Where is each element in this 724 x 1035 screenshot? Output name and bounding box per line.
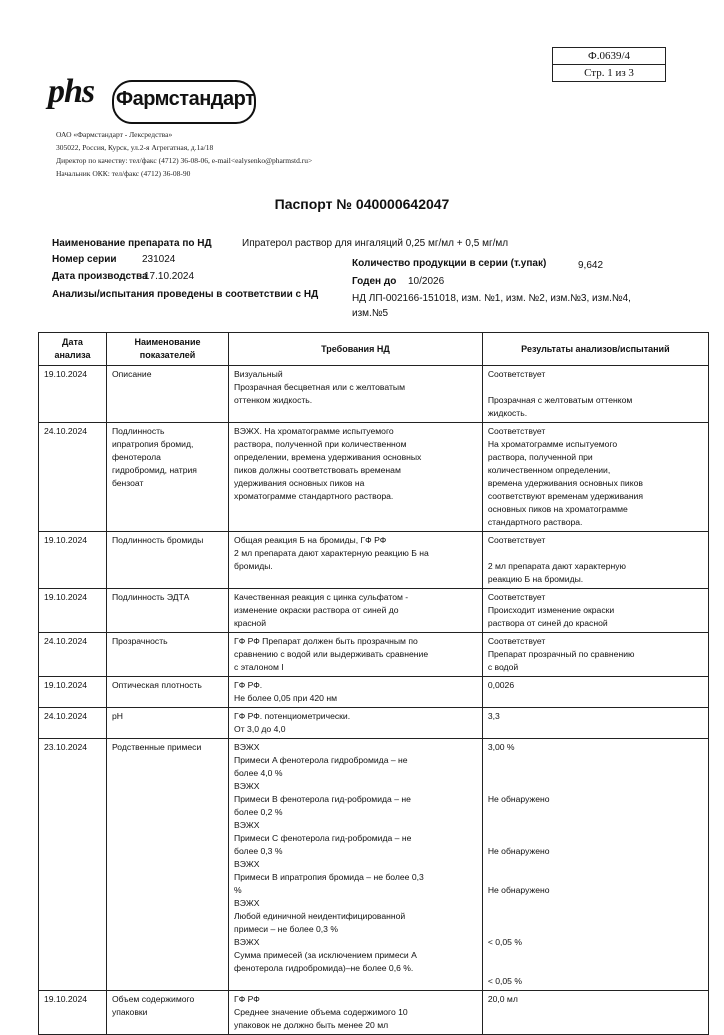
cell-text: ВЭЖХ xyxy=(234,820,260,830)
cell-text: Примеси C фенотерола гид-робромида – не xyxy=(234,833,412,843)
cell-gap xyxy=(488,767,703,780)
cell-results xyxy=(482,991,708,1035)
cell-requirements xyxy=(229,423,483,532)
cell-text: Прозрачность xyxy=(111,636,168,646)
cell-text: с эталоном I xyxy=(234,662,284,672)
cell-text: 19.10.2024 xyxy=(44,592,88,602)
cell-text: пиков должны соответствовать временам xyxy=(234,465,401,475)
cell-text: ВЭЖХ. На хроматограмме испытуемого xyxy=(234,426,394,436)
cell-text: красной xyxy=(234,618,266,628)
cell-text: Объем содержимого xyxy=(111,994,195,1004)
cell-results xyxy=(482,532,708,589)
cell-text: Подлинность бромиды xyxy=(111,535,204,545)
company-line: Начальник ОКК: тел/факс (4712) 36-08-90 xyxy=(56,169,191,178)
cell-text: Соответствует xyxy=(487,592,546,602)
cell-text: ГФ РФ Препарат должен быть прозрачным по xyxy=(234,636,418,646)
cell-text: оттенком жидкость. xyxy=(234,395,313,405)
cell-text: 23.10.2024 xyxy=(44,742,88,752)
cell-text: 2 мл препарата дают характерную реакцию Б на xyxy=(234,548,429,558)
cell-gap xyxy=(488,381,703,394)
analysis-table xyxy=(38,332,709,1035)
tests-label: Анализы/испытания проведены в соответствии с НД xyxy=(52,289,319,300)
cell-text: Препарат прозрачный по сравнению xyxy=(487,649,635,659)
nd-value-line1: НД ЛП-002166-151018, изм. №1, изм. №2, изм.№3, изм.№4, xyxy=(352,293,631,304)
cell-requirements xyxy=(229,532,483,589)
nd-value-line2: изм.№5 xyxy=(352,308,389,319)
cell-requirements xyxy=(229,633,483,677)
company-info xyxy=(56,128,312,180)
header-name: Наименование показателей xyxy=(106,333,228,366)
cell-requirements xyxy=(229,708,483,739)
logo-mark: phs xyxy=(48,73,95,110)
table-row xyxy=(39,708,709,739)
cell-text: ВЭЖХ xyxy=(234,781,260,791)
page-number: Стр. 1 из 3 xyxy=(553,64,665,81)
cell-text: ГФ РФ. потенциометрически. xyxy=(234,711,351,721)
cell-text: Среднее значение объема содержимого 10 xyxy=(234,1007,408,1017)
cell-text: От 3,0 до 4,0 xyxy=(234,724,286,734)
company-line: 305022, Россия, Курск, ул.2-я Агрегатная, д.1а/18 xyxy=(56,143,214,152)
cell-results xyxy=(482,589,708,633)
document-title: Паспорт № 040000642047 xyxy=(274,196,450,212)
cell-text: pH xyxy=(111,711,123,721)
table-row xyxy=(39,739,709,991)
cell-text: более 0,2 % xyxy=(234,807,283,817)
cell-text: упаковок не должно быть менее 20 мл xyxy=(234,1020,389,1030)
cell-name xyxy=(106,423,228,532)
cell-text: жидкость. xyxy=(487,408,528,418)
cell-text: ВЭЖХ xyxy=(234,898,260,908)
cell-text: Не обнаружено xyxy=(487,794,550,804)
cell-text: 19.10.2024 xyxy=(44,994,88,1004)
cell-date xyxy=(39,708,107,739)
cell-gap xyxy=(488,806,703,819)
cell-text: % xyxy=(234,885,242,895)
cell-text: 19.10.2024 xyxy=(44,369,88,379)
cell-text: ВЭЖХ xyxy=(234,859,260,869)
cell-results xyxy=(482,366,708,423)
cell-text: Сумма примесей (за исключением примеси A xyxy=(234,950,417,960)
company-line: ОАО «Фармстандарт - Лексредства» xyxy=(56,130,173,139)
cell-date xyxy=(39,423,107,532)
cell-text: времена удерживания основных пиков xyxy=(487,478,643,488)
qty-value: 9,642 xyxy=(578,260,604,271)
cell-text: раствора от синей до красной xyxy=(487,618,608,628)
cell-text: соответствуют временам удерживания xyxy=(487,491,644,501)
production-date-value: 17.10.2024 xyxy=(144,271,195,282)
cell-text: Примеси B ипратропия бромида – не более 0,3 xyxy=(234,872,424,882)
form-code: Ф.0639/4 xyxy=(588,50,630,62)
cell-requirements xyxy=(229,677,483,708)
table-body xyxy=(39,366,709,1035)
cell-name xyxy=(106,589,228,633)
cell-requirements xyxy=(229,739,483,991)
cell-date xyxy=(39,366,107,423)
cell-text: с водой xyxy=(487,662,519,672)
cell-text: 3,3 xyxy=(487,711,500,721)
cell-text: Примеси A фенотерола гидробромида – не xyxy=(234,755,408,765)
form-code-box xyxy=(552,47,666,82)
cell-text: Любой единичной неидентифицированной xyxy=(234,911,406,921)
cell-text: фенотерола xyxy=(111,452,161,462)
cell-text: примеси – не более 0,3 % xyxy=(234,924,338,934)
cell-text: Соответствует xyxy=(487,636,546,646)
cell-name xyxy=(106,633,228,677)
table-row xyxy=(39,366,709,423)
expiry-value: 10/2026 xyxy=(408,276,445,287)
expiry-label: Годен до xyxy=(352,276,397,287)
drug-value: Ипратерол раствор для ингаляций 0,25 мг/мл + 0,5 мг/мл xyxy=(242,238,509,249)
table-row xyxy=(39,589,709,633)
cell-text: сравнению с водой или выдерживать сравнение xyxy=(234,649,429,659)
series-label: Номер серии xyxy=(52,254,117,265)
cell-text: 24.10.2024 xyxy=(44,711,88,721)
cell-text: Примеси B фенотерола гид-робромида – не xyxy=(234,794,411,804)
cell-text: Не обнаружено xyxy=(487,846,550,856)
cell-date xyxy=(39,739,107,991)
cell-text: фенотерола гидробромида)–не более 0,6 %. xyxy=(234,963,414,973)
cell-text: Общая реакция Б на бромиды, ГФ РФ xyxy=(234,535,387,545)
cell-text: ГФ РФ. xyxy=(234,680,263,690)
cell-text: упаковки xyxy=(111,1007,148,1017)
cell-text: Соответствует xyxy=(487,535,546,545)
cell-text: Не обнаружено xyxy=(487,885,550,895)
cell-text: Визуальный xyxy=(234,369,283,379)
cell-text: изменение окраски раствора от синей до xyxy=(234,605,399,615)
cell-text: ГФ РФ xyxy=(234,994,260,1004)
table-row xyxy=(39,991,709,1035)
table-header-row xyxy=(39,333,709,366)
cell-date xyxy=(39,633,107,677)
cell-gap xyxy=(488,871,703,884)
cell-name xyxy=(106,532,228,589)
header-date: Дата анализа xyxy=(39,333,107,366)
table-row xyxy=(39,532,709,589)
cell-gap xyxy=(488,923,703,936)
cell-gap xyxy=(488,547,703,560)
cell-gap xyxy=(488,832,703,845)
cell-text: ипратропия бромид, xyxy=(111,439,194,449)
cell-text: более 4,0 % xyxy=(234,768,283,778)
cell-text: бензоат xyxy=(111,478,144,488)
series-value: 231024 xyxy=(142,254,176,265)
cell-text: хроматограмме стандартного раствора. xyxy=(234,491,394,501)
cell-gap xyxy=(488,949,703,962)
cell-text: раствора, полученной при xyxy=(487,452,593,462)
cell-name xyxy=(106,708,228,739)
cell-gap xyxy=(488,897,703,910)
cell-text: Родственные примеси xyxy=(111,742,202,752)
header-requirements: Требования НД xyxy=(229,333,483,366)
cell-text: ВЭЖХ xyxy=(234,937,260,947)
cell-name xyxy=(106,366,228,423)
cell-text: Качественная реакция с цинка сульфатом - xyxy=(234,592,409,602)
cell-gap xyxy=(488,858,703,871)
cell-text: < 0,05 % xyxy=(487,937,522,947)
cell-gap xyxy=(488,962,703,975)
cell-gap xyxy=(488,819,703,832)
cell-text: реакцию Б на бромиды. xyxy=(487,574,584,584)
cell-requirements xyxy=(229,991,483,1035)
cell-text: 19.10.2024 xyxy=(44,680,88,690)
cell-results xyxy=(482,677,708,708)
cell-gap xyxy=(488,754,703,767)
cell-text: Оптическая плотность xyxy=(111,680,202,690)
cell-results xyxy=(482,739,708,991)
cell-results xyxy=(482,423,708,532)
cell-text: 0,0026 xyxy=(487,680,515,690)
cell-date xyxy=(39,532,107,589)
cell-text: На хроматограмме испытуемого xyxy=(487,439,618,449)
cell-text: удерживания основных пиков на xyxy=(234,478,365,488)
cell-text: количественном определении, xyxy=(487,465,611,475)
cell-text: Описание xyxy=(111,369,152,379)
header-results: Результаты анализов/испытаний xyxy=(482,333,708,366)
cell-text: определении, времена удерживания основных xyxy=(234,452,422,462)
cell-text: стандартного раствора. xyxy=(487,517,583,527)
cell-text: гидробромид, натрия xyxy=(111,465,197,475)
cell-requirements xyxy=(229,589,483,633)
cell-text: основных пиков на хроматограмме xyxy=(487,504,628,514)
table-row xyxy=(39,423,709,532)
table-row xyxy=(39,677,709,708)
cell-text: Прозрачная с желтоватым оттенком xyxy=(487,395,633,405)
cell-text: более 0,3 % xyxy=(234,846,283,856)
cell-name xyxy=(106,991,228,1035)
cell-text: 3,00 % xyxy=(487,742,515,752)
cell-text: Подлинность xyxy=(111,426,165,436)
cell-text: 20,0 мл xyxy=(487,994,518,1004)
cell-date xyxy=(39,991,107,1035)
cell-text: Прозрачная бесцветная или с желтоватым xyxy=(234,382,405,392)
cell-name xyxy=(106,739,228,991)
cell-text: 24.10.2024 xyxy=(44,426,88,436)
cell-text: 24.10.2024 xyxy=(44,636,88,646)
cell-date xyxy=(39,589,107,633)
production-date-label: Дата производства xyxy=(52,271,148,282)
table-row xyxy=(39,633,709,677)
cell-text: Соответствует xyxy=(487,369,546,379)
cell-gap xyxy=(488,780,703,793)
company-line: Директор по качеству: тел/факс (4712) 36-08-06, e-mail<ealysenko@pharmstd.ru> xyxy=(56,156,313,165)
qty-label: Количество продукции в серии (т.упак) xyxy=(352,258,547,269)
cell-results xyxy=(482,708,708,739)
cell-text: Подлинность ЭДТА xyxy=(111,592,190,602)
cell-date xyxy=(39,677,107,708)
cell-gap xyxy=(488,910,703,923)
cell-results xyxy=(482,633,708,677)
drug-label: Наименование препарата по НД xyxy=(52,238,212,249)
cell-text: ВЭЖХ xyxy=(234,742,260,752)
cell-text: 2 мл препарата дают характерную xyxy=(487,561,626,571)
cell-text: Соответствует xyxy=(487,426,546,436)
cell-text: 19.10.2024 xyxy=(44,535,88,545)
cell-text: < 0,05 % xyxy=(487,976,522,986)
cell-name xyxy=(106,677,228,708)
cell-text: бромиды. xyxy=(234,561,273,571)
cell-text: раствора, полученной при количественном xyxy=(234,439,407,449)
cell-text: Не более 0,05 при 420 нм xyxy=(234,693,338,703)
cell-text: Происходит изменение окраски xyxy=(487,605,615,615)
logo-name: Фармстандарт xyxy=(116,88,255,110)
cell-requirements xyxy=(229,366,483,423)
